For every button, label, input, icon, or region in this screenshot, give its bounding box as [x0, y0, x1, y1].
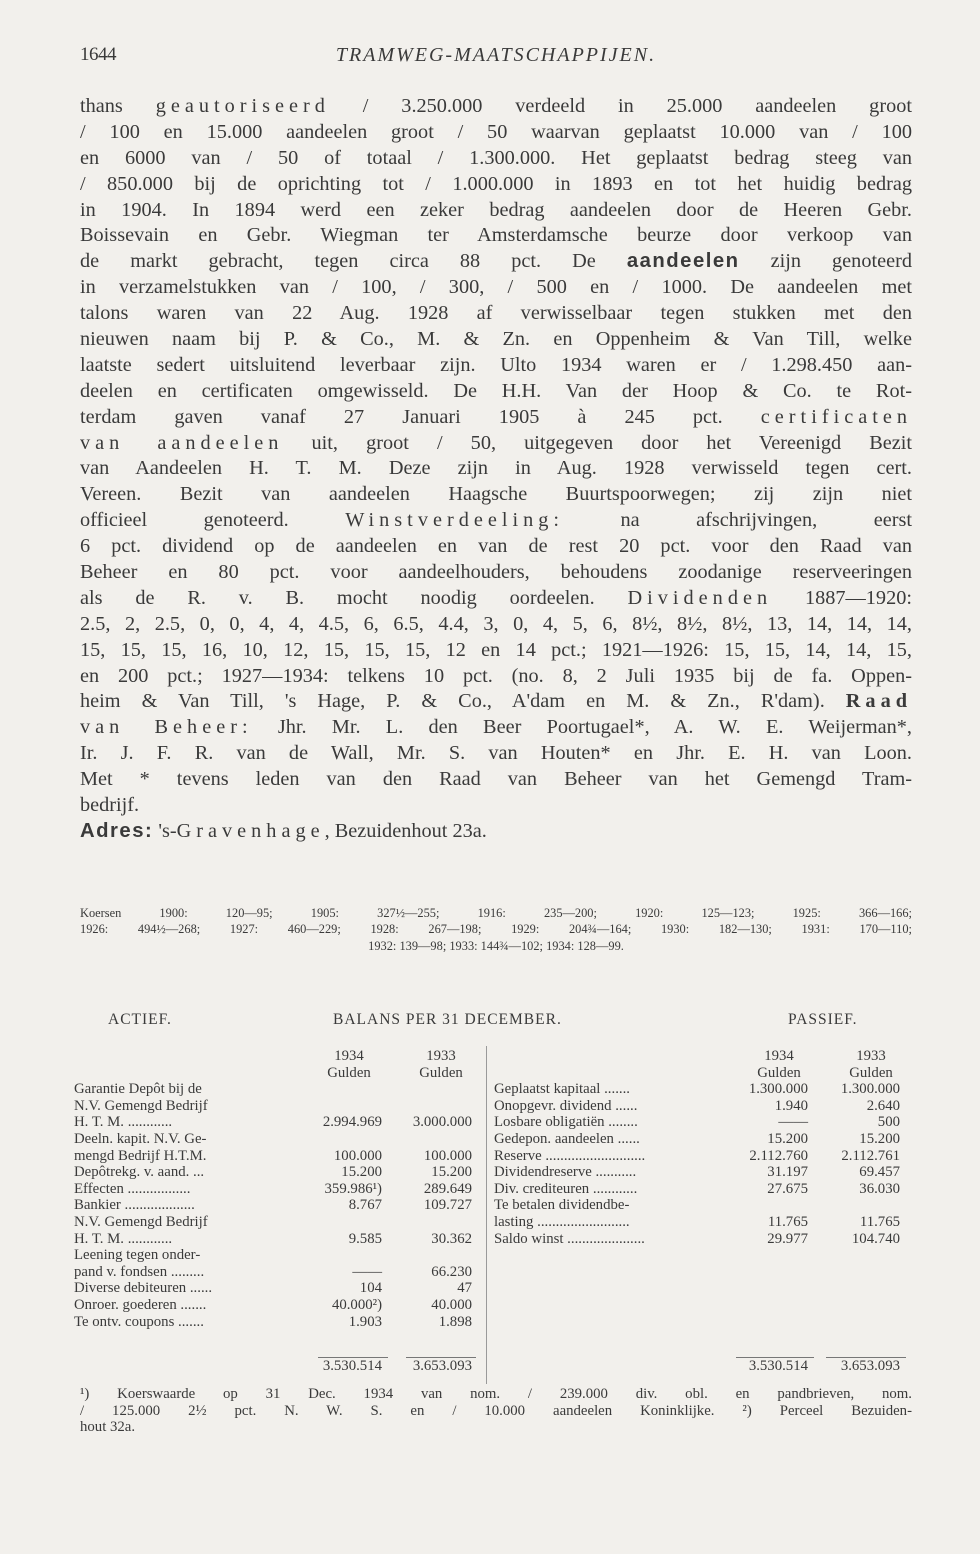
balance-value-1934: 1.300.000 — [748, 1081, 808, 1098]
balance-row — [74, 1114, 478, 1131]
text-span: in 1904. In 1894 werd een zeker bedrag aandeelen door de Heeren Gebr. — [80, 198, 912, 221]
unit-header: Gulden — [327, 1064, 371, 1081]
balance-value-1934: 40.000²) — [331, 1296, 382, 1313]
balance-value-1933: 15.200 — [431, 1164, 472, 1181]
balance-value-1933: 289.649 — [423, 1180, 472, 1197]
balance-row-label: N.V. Gemengd Bedrijf — [74, 1097, 208, 1114]
actief-column — [74, 1048, 478, 1330]
passief-total-1933: 3.653.093 — [840, 1358, 900, 1374]
balance-value-1934: 2.112.760 — [749, 1147, 808, 1164]
balance-value-1934: —— — [778, 1114, 808, 1131]
text-span: certificaten — [760, 405, 912, 428]
balance-row-label: Div. crediteuren ............ — [494, 1180, 638, 1197]
balance-value-1933: 109.727 — [423, 1197, 472, 1214]
text-span: Adres: — [80, 819, 154, 842]
text-line — [80, 94, 912, 120]
text-span: 6 pct. dividend op de aandeelen en van de rest 20 pct. voor den Raad van — [80, 535, 912, 558]
text-line — [80, 223, 912, 249]
text-span: / 100 en 15.000 aandeelen groot / 50 waarvan geplaatst 10.000 van / 100 — [80, 120, 912, 143]
text-line — [80, 560, 912, 586]
text-span: talons waren van 22 Aug. 1928 af verwisselbaar tegen stukken met den — [80, 302, 912, 325]
balance-row-label: mengd Bedrijf H.T.M. — [74, 1147, 207, 1164]
unit-header: Gulden — [419, 1064, 463, 1081]
text-line — [80, 146, 912, 172]
text-span: Dividenden — [627, 586, 773, 609]
text-line — [80, 482, 912, 508]
text-span: zijn genoteerd — [739, 250, 912, 273]
balance-row-label: Reserve ........................... — [494, 1147, 646, 1164]
text-span: 1887—1920: — [772, 586, 912, 609]
balance-row — [494, 1231, 908, 1248]
text-span: geautoriseerd — [155, 95, 330, 117]
balance-row — [494, 1148, 908, 1165]
balance-row — [74, 1197, 478, 1214]
balance-value-1934: 15.200 — [767, 1130, 808, 1147]
balance-value-1933: 47 — [457, 1280, 472, 1297]
text-span: de markt gebracht, tegen circa 88 pct. De — [80, 250, 627, 273]
balance-value-1933: 100.000 — [423, 1147, 472, 1164]
balance-row — [74, 1280, 478, 1297]
text-line — [80, 327, 912, 353]
actief-total-1933: 3.653.093 — [412, 1358, 472, 1374]
text-span: Gravenhage — [176, 819, 325, 842]
unit-header: Gulden — [757, 1064, 801, 1081]
koersen-line: 1932: 139—98; 1933: 144¾—102; 1934: 128—99. — [368, 938, 624, 953]
text-line — [80, 638, 912, 664]
text-line — [80, 689, 912, 715]
text-span: terdam gaven vanaf 27 Januari 1905 à 245 pct. — [80, 405, 761, 428]
body-text — [80, 94, 912, 845]
balance-row-label: N.V. Gemengd Bedrijf — [74, 1213, 208, 1230]
balance-row — [494, 1214, 908, 1231]
text-span: Boissevain en Gebr. Wiegman ter Amsterdamsche beurze door verkoop van — [80, 224, 912, 247]
unit-header: Gulden — [849, 1064, 893, 1081]
text-span: / 3.250.000 verdeeld in 25.000 aandeelen groot — [329, 95, 912, 117]
balance-value-1934: 31.197 — [767, 1164, 808, 1181]
footnote-line: ¹) Koerswaarde op 31 Dec. 1934 van nom. / 239.000 div. obl. en pandbrieven, nom. — [80, 1386, 912, 1402]
balance-value-1934: 2.994.969 — [322, 1114, 382, 1131]
balance-row — [494, 1164, 908, 1181]
text-line — [80, 664, 912, 690]
column-divider — [486, 1046, 487, 1384]
balance-value-1933: 11.765 — [859, 1213, 900, 1230]
balance-value-1933: 36.030 — [859, 1180, 900, 1197]
balance-row-label: Garantie Depôt bij de — [74, 1081, 202, 1098]
text-span: van Aandeelen H. T. M. Deze zijn in Aug. 1928 verwisseld tegen cert. — [80, 457, 912, 480]
text-span: van Beheer: — [80, 716, 253, 739]
balance-row-label: Leening tegen onder- — [74, 1247, 201, 1264]
balance-row-label: Bankier ................... — [74, 1197, 195, 1214]
balance-title: BALANS PER 31 DECEMBER. — [333, 1011, 562, 1028]
text-span: thans — [80, 95, 156, 117]
text-span: heim & Van Till, 's Hage, P. & Co., A'dam en M. & Zn., R'dam). — [80, 690, 846, 713]
text-line — [80, 198, 912, 224]
text-span: als de R. v. B. mocht noodig oordeelen. — [80, 586, 628, 609]
koersen-block — [80, 905, 912, 954]
balance-row-label: pand v. fondsen ......... — [74, 1263, 205, 1280]
text-line — [80, 534, 912, 560]
balance-row — [74, 1131, 478, 1148]
balance-value-1934: 1.940 — [774, 1097, 808, 1114]
footnote-line: hout 32a. — [80, 1419, 136, 1436]
text-span: Raad — [845, 690, 912, 713]
text-line — [80, 405, 912, 431]
balance-row-label: Losbare obligatiën ........ — [494, 1114, 638, 1131]
balance-row-label: Te ontv. coupons ....... — [74, 1313, 204, 1330]
text-line — [80, 586, 912, 612]
footnote-line: / 125.000 2½ pct. N. W. S. en / 10.000 aandeelen Koninklijke. ²) Perceel Bezuiden- — [80, 1402, 912, 1419]
text-span: Jhr. Mr. L. den Beer Poortugael*, A. W. E. Weijerman*, — [252, 716, 912, 739]
balance-row-label: Te betalen dividendbe- — [494, 1197, 630, 1214]
text-span: Vereen. Bezit van aandeelen Haagsche Buurtspoorwegen; zij zijn niet — [80, 483, 912, 506]
passief-label: PASSIEF. — [788, 1011, 858, 1028]
text-line — [80, 275, 912, 301]
balance-row — [494, 1181, 908, 1198]
koersen-line: Koersen 1900: 120—95; 1905: 327½—255; 1916: 235—200; 1920: 125—123; 1925: 366—166; — [80, 906, 912, 920]
balance-value-1933: 69.457 — [859, 1164, 900, 1181]
year-header: 1934 — [334, 1048, 364, 1064]
actief-totals — [74, 1358, 478, 1375]
balance-row-label: Deeln. kapit. N.V. Ge- — [74, 1130, 207, 1147]
running-title: TRAMWEG-MAATSCHAPPIJEN. — [335, 44, 657, 66]
text-span: in verzamelstukken van / 100, / 300, / 500 en / 1000. De aandeelen met — [80, 276, 912, 299]
balance-value-1933: 104.740 — [851, 1230, 900, 1247]
text-line — [80, 456, 912, 482]
text-span: deelen en certificaten omgewisseld. De H.H. Van der Hoop & Co. te Rot- — [80, 379, 912, 402]
text-span: na afschrijvingen, eerst — [564, 509, 912, 532]
text-line — [80, 612, 912, 638]
balance-value-1934: 100.000 — [333, 1147, 382, 1164]
balance-row — [74, 1214, 478, 1231]
balance-value-1933: 40.000 — [431, 1296, 472, 1313]
text-line — [80, 767, 912, 793]
balance-value-1934: 1.903 — [348, 1313, 382, 1330]
text-span: nieuwen naam bij P. & Co., M. & Zn. en Oppenheim & Van Till, welke — [80, 328, 912, 351]
text-line — [80, 172, 912, 198]
text-span: Ir. J. F. R. van de Wall, Mr. S. van Houten* en Jhr. E. H. van Loon. — [80, 742, 912, 765]
balance-row-label: Onopgevr. dividend ...... — [494, 1097, 638, 1114]
balance-heading — [80, 1011, 912, 1033]
actief-total-1934: 3.530.514 — [322, 1358, 382, 1374]
year-header: 1933 — [426, 1048, 456, 1064]
balance-value-1933: 2.112.761 — [841, 1147, 900, 1164]
balance-row-label: lasting ......................... — [494, 1213, 630, 1230]
passief-total-1934: 3.530.514 — [748, 1358, 808, 1374]
text-span: / 850.000 bij de oprichting tot / 1.000.000 in 1893 en tot het huidig bedrag — [80, 172, 912, 195]
balance-row — [74, 1264, 478, 1281]
page-number: 1644 — [80, 44, 116, 65]
text-line — [80, 431, 912, 457]
balance-value-1933: 500 — [877, 1114, 900, 1131]
balance-row-label: Depôtrekg. v. aand. ... — [74, 1164, 205, 1181]
text-span: bedrijf. — [80, 794, 140, 817]
year-header: 1934 — [764, 1048, 794, 1064]
balance-row — [74, 1181, 478, 1198]
balance-value-1933: 2.640 — [866, 1097, 900, 1114]
text-line — [80, 301, 912, 327]
text-line — [80, 819, 912, 845]
balance-row — [494, 1114, 908, 1131]
balance-row-label: Saldo winst ..................... — [494, 1230, 645, 1247]
balance-row-label: Gedepon. aandeelen ...... — [494, 1130, 640, 1147]
text-line — [80, 741, 912, 767]
balance-value-1934: 359.986¹) — [324, 1180, 382, 1197]
balance-value-1934: 29.977 — [767, 1230, 808, 1247]
balance-value-1934: 8.767 — [348, 1197, 382, 1214]
balance-value-1934: 15.200 — [341, 1164, 382, 1181]
balance-row — [494, 1081, 908, 1098]
text-span: uit, groot / 50, uitgegeven door het Vereenigd Bezit — [283, 431, 912, 454]
text-line — [80, 793, 912, 819]
balance-value-1933: 1.300.000 — [840, 1081, 900, 1098]
balance-row-label: Dividendreserve ........... — [494, 1164, 637, 1181]
text-span: officieel genoteerd. — [80, 509, 346, 532]
page-header — [80, 44, 912, 74]
balance-value-1934: 11.765 — [767, 1213, 808, 1230]
text-span: van aandeelen — [80, 431, 284, 454]
year-header: 1933 — [856, 1048, 886, 1064]
balance-value-1933: 30.362 — [431, 1230, 472, 1247]
balance-row-label: Onroer. goederen ....... — [74, 1296, 207, 1313]
passief-column — [494, 1048, 908, 1247]
text-span: aandeelen — [626, 250, 740, 273]
balance-row-label: Diverse debiteuren ...... — [74, 1280, 213, 1297]
actief-label: ACTIEF. — [108, 1011, 172, 1028]
text-span: laatste sedert uitsluitend leverbaar zijn. Ulto 1934 waren er / 1.298.450 aan- — [80, 353, 912, 376]
text-line — [80, 379, 912, 405]
passief-totals — [494, 1358, 908, 1375]
balance-row — [74, 1231, 478, 1248]
balance-value-1933: 15.200 — [859, 1130, 900, 1147]
text-span: Beheer en 80 pct. voor aandeelhouders, behoudens zoodanige reserveeringen — [80, 561, 912, 584]
balance-value-1933: 3.000.000 — [412, 1114, 472, 1131]
text-line — [80, 353, 912, 379]
text-span: Met * tevens leden van den Raad van Beheer van het Gemengd Tram- — [80, 768, 912, 791]
balance-row-label: Geplaatst kapitaal ....... — [494, 1081, 631, 1098]
balance-value-1934: 104 — [359, 1280, 382, 1297]
text-span: 15, 15, 15, 16, 10, 12, 15, 15, 15, 12 en 14 pct.; 1921—1926: 15, 15, 14, 14, 15, — [80, 638, 912, 661]
text-line — [80, 249, 912, 275]
balance-row — [74, 1297, 478, 1314]
balance-row — [74, 1164, 478, 1181]
balance-value-1934: —— — [352, 1263, 382, 1280]
text-line — [80, 508, 912, 534]
balance-row — [494, 1098, 908, 1115]
text-span: en 200 pct.; 1927—1934: telkens 10 pct. (no. 8, 2 Juli 1935 bij de fa. Oppen- — [80, 664, 912, 687]
text-line — [80, 715, 912, 741]
text-span: en 6000 van / 50 of totaal / 1.300.000. Het geplaatst bedrag steeg van — [80, 146, 912, 169]
text-span: 's- — [153, 819, 177, 842]
balance-value-1934: 9.585 — [348, 1230, 382, 1247]
balance-value-1934: 27.675 — [767, 1180, 808, 1197]
balance-row — [74, 1081, 478, 1098]
text-span: , Bezuidenhout 23a. — [324, 819, 487, 842]
balance-row-label: H. T. M. ............ — [74, 1230, 173, 1247]
text-span: Winstverdeeling: — [345, 509, 565, 532]
balance-row — [74, 1247, 478, 1264]
balance-value-1933: 66.230 — [431, 1263, 472, 1280]
koersen-line: 1926: 494½—268; 1927: 460—229; 1928: 267—198; 1929: 204¾—164; 1930: 182—130; 1931: 170—110; — [80, 922, 912, 937]
balance-row — [494, 1197, 908, 1214]
balance-row-label: Effecten ................. — [74, 1180, 191, 1197]
balance-row — [74, 1314, 478, 1331]
text-span: 2.5, 2, 2.5, 0, 0, 4, 4, 4.5, 6, 6.5, 4.4, 3, 0, 4, 5, 6, 8½, 8½, 8½, 13, 14, 14, 14, — [80, 612, 912, 635]
balance-value-1933: 1.898 — [438, 1313, 472, 1330]
balance-row-label: H. T. M. ............ — [74, 1114, 173, 1131]
balance-row — [74, 1098, 478, 1115]
balance-row — [74, 1148, 478, 1165]
footnotes — [80, 1386, 912, 1436]
balance-row — [494, 1131, 908, 1148]
text-line — [80, 120, 912, 146]
